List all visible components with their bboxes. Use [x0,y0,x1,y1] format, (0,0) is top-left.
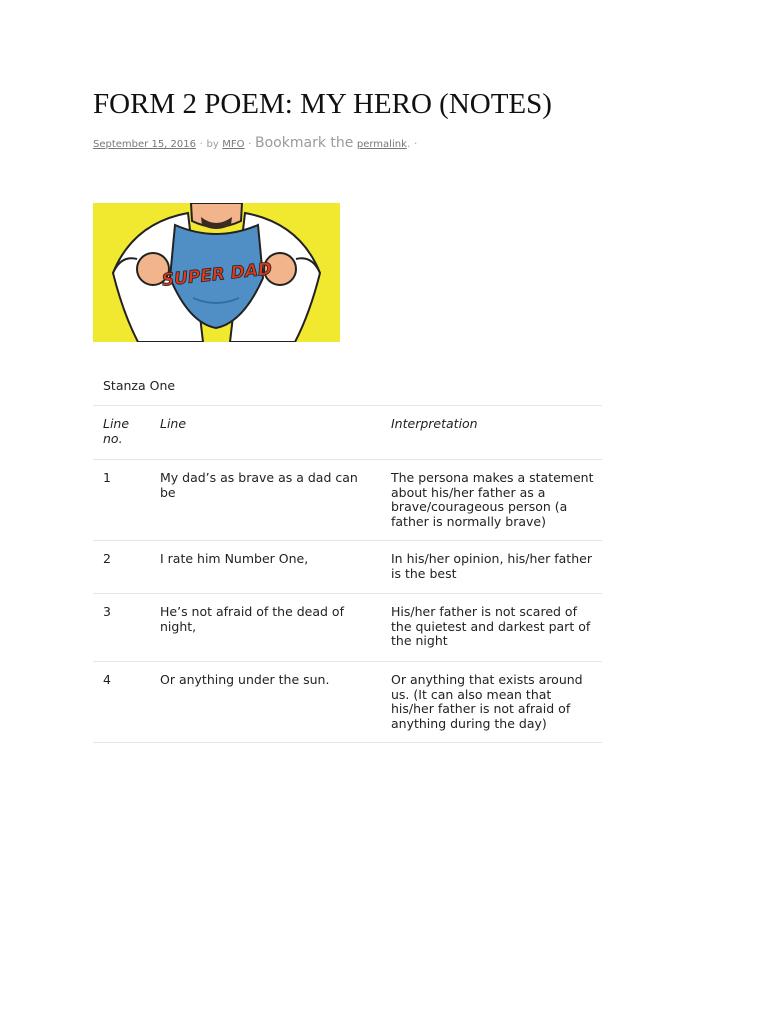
super-dad-image [93,203,340,342]
super-dad-illustration [93,203,340,342]
interpretation: Or anything that exists around us. (It can also mean that his/her father is not afraid of anything during the day) [381,662,602,743]
table-row [93,594,602,662]
interpretation: The persona makes a statement about his/her father as a brave/courageous person (a father is normally brave) [381,460,602,541]
header-interpretation: Interpretation [381,406,602,460]
poem-line: I rate him Number One, [150,541,381,594]
poem-line: My dad’s as brave as a dad can be [150,460,381,541]
meta-separator: · [413,137,418,150]
poem-line: Or anything under the sun. [150,662,381,743]
super-dad-text: SUPER DAD [160,259,274,291]
line-number: 4 [93,662,150,743]
table-row [93,460,602,541]
author-link[interactable]: MFO [222,139,245,150]
post-date-link[interactable]: September 15, 2016 [93,139,196,150]
meta-separator: · [199,137,203,150]
stanza-label: Stanza One [103,378,176,393]
table-header-row [93,406,602,460]
post-meta: September 15, 2016 · by MFO · Bookmark the permalink. · [93,135,418,151]
line-number: 1 [93,460,150,541]
interpretation: In his/her opinion, his/her father is the best [381,541,602,594]
permalink-link[interactable]: permalink [356,139,407,150]
header-line-no: Line no. [93,406,150,460]
line-number: 2 [93,541,150,594]
bookmark-text: Bookmark the [255,135,354,151]
line-number: 3 [93,594,150,662]
meta-separator: · [248,137,252,150]
notes-table [93,405,602,743]
post-title: FORM 2 POEM: MY HERO (NOTES) [93,88,552,120]
interpretation: His/her father is not scared of the quietest and darkest part of the night [381,594,602,662]
table-row [93,541,602,594]
by-label: by [206,139,219,150]
header-line: Line [150,406,381,460]
poem-line: He’s not afraid of the dead of night, [150,594,381,662]
table-row [93,662,602,743]
